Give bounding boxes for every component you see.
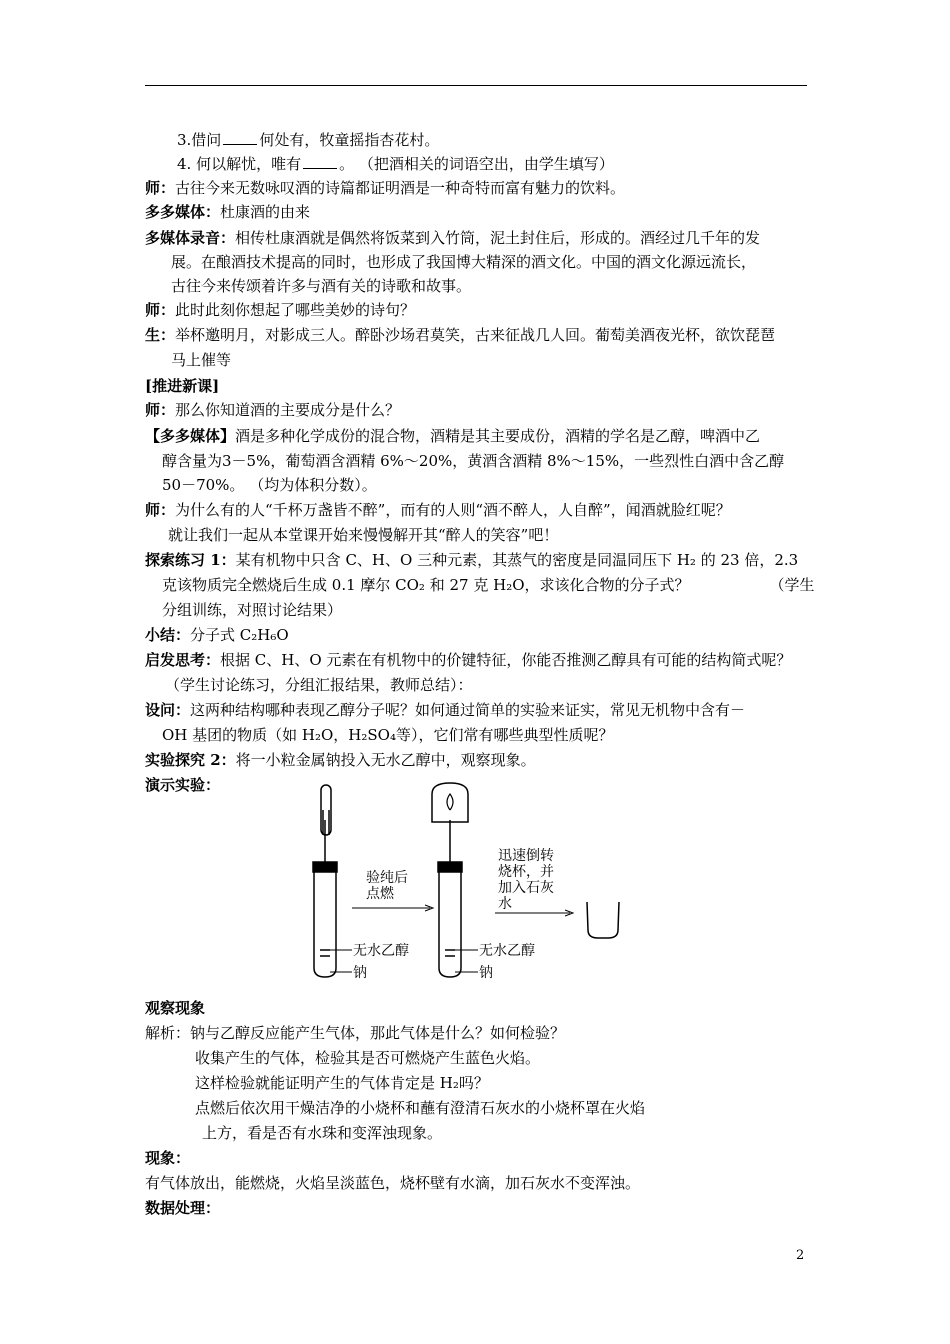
test-tube-left	[313, 785, 337, 977]
teacher-line: 师：那么你知道酒的主要成分是什么？	[145, 401, 401, 419]
experiment-diagram	[300, 780, 660, 980]
label-ethanol-middle: 无水乙醇	[479, 943, 535, 959]
step2-label-4: 水	[498, 896, 512, 912]
step2-label-3: 加入石灰	[498, 880, 554, 896]
media-line-3: 50－70%。 （均为体积分数）。	[162, 476, 377, 494]
fill-blank[interactable]	[303, 154, 337, 169]
audio-line-3: 古往今来传颂着许多与酒有关的诗歌和故事。	[171, 277, 472, 295]
analysis-line: 收集产生的气体，检验其是否可燃烧产生蓝色火焰。	[195, 1049, 541, 1067]
exercise-line-2: 克该物质完全燃烧后生成 0.1 摩尔 CO₂ 和 27 克 H₂O，求该化合物的分子式？ （学生	[162, 576, 815, 594]
label-sodium-middle: 钠	[479, 965, 493, 980]
beaker	[587, 902, 619, 938]
exercise-line: 探索练习 1：某有机物中只含 C、H、O 三种元素，其蒸气的密度是同温同压下 H₂ 的 23 倍，2.3	[145, 551, 799, 569]
experiment-line: 实验探究 2：将一小粒金属钠投入无水乙醇中，观察现象。	[145, 751, 536, 769]
question-line-2: OH 基团的物质（如 H₂O，H₂SO₄等），它们常有哪些典型性质呢？	[162, 726, 614, 744]
analysis-line: 解析：钠与乙醇反应能产生气体，那此气体是什么？如何检验？	[145, 1024, 566, 1042]
student-line-2: 马上催等	[171, 351, 232, 369]
label-ethanol-left: 无水乙醇	[353, 943, 409, 959]
step1-label-2: 点燃	[366, 886, 394, 902]
teacher-line: 师：为什么有的人“千杯万盏皆不醉”，而有的人则“酒不醉人，人自醉”，闻酒就脸红呢？	[145, 501, 731, 519]
question-line: 设问：这两种结构哪种表现乙醇分子呢？如何通过简单的实验来证实，常见无机物中含有－	[145, 701, 746, 719]
exercise-line-3: 分组训练，对照讨论结果）	[162, 601, 343, 619]
teacher-line: 师：古往今来无数咏叹酒的诗篇都证明酒是一种奇特而富有魅力的饮料。	[145, 179, 626, 197]
step2-label-2: 烧杯，并	[498, 864, 554, 880]
poem-4: 4. 何以解忧，唯有 。 （把酒相关的词语空出，由学生填写）	[177, 155, 614, 173]
label-sodium-left: 钠	[353, 965, 367, 980]
poem-3: 3.借问 何处有，牧童摇指杏花村。	[177, 131, 440, 149]
phenomenon-text: 有气体放出，能燃烧，火焰呈淡蓝色，烧杯壁有水滴，加石灰水不变浑浊。	[145, 1174, 641, 1192]
thinking-line: 启发思考：根据 C、H、O 元素在有机物中的价键特征，你能否推测乙醇具有可能的结构简式呢？	[145, 651, 792, 669]
thinking-line-2: （学生讨论练习，分组汇报结果，教师总结）：	[165, 676, 473, 694]
summary-line: 小结：分子式 C₂H₆O	[145, 626, 289, 644]
media-line-2: 醇含量为3－5%，葡萄酒含酒精 6%～20%，黄酒含酒精 8%～15%，一些烈性白酒中含乙醇	[162, 452, 785, 470]
step2-label-1: 迅速倒转	[498, 848, 554, 864]
teacher-line: 师：此时此刻你想起了哪些美妙的诗句？	[145, 301, 416, 319]
media-line: 多多媒体：杜康酒的由来	[145, 203, 311, 221]
teacher-line-2: 就让我们一起从本堂课开始来慢慢解开其“醉人的笑容”吧！	[168, 526, 559, 544]
test-tube-middle	[432, 783, 468, 977]
step1-label-1: 验纯后	[366, 870, 408, 886]
fill-blank[interactable]	[223, 130, 257, 145]
page-number: 2	[796, 1248, 805, 1263]
data-heading: 数据处理：	[145, 1199, 221, 1217]
media-line: 【多多媒体】酒是多种化学成份的混合物，酒精是其主要成份，酒精的学名是乙醇，啤酒中乙	[145, 427, 761, 445]
audio-line: 多媒体录音：相传杜康酒就是偶然将饭菜到入竹筒，泥土封住后，形成的。酒经过几千年的发	[145, 229, 761, 247]
arrow-1	[352, 905, 433, 911]
audio-line-2: 展。在酿酒技术提高的同时，也形成了我国博大精深的酒文化。中国的酒文化源远流长，	[171, 253, 757, 271]
header-rule	[145, 85, 807, 86]
analysis-line: 上方，看是否有水珠和变浑浊现象。	[202, 1124, 443, 1142]
observe-heading: 观察现象	[145, 999, 206, 1017]
analysis-line: 点燃后依次用干燥洁净的小烧杯和蘸有澄清石灰水的小烧杯罩在火焰	[195, 1099, 646, 1117]
demo-heading: 演示实验：	[145, 776, 221, 794]
section-heading: [推进新课]	[145, 377, 220, 395]
analysis-line: 这样检验就能证明产生的气体肯定是 H₂吗？	[195, 1074, 489, 1092]
student-line: 生：举杯邀明月，对影成三人。醉卧沙场君莫笑，古来征战几人回。葡萄美酒夜光杯，欲饮琵琶	[145, 326, 776, 344]
phenomenon-heading: 现象：	[145, 1149, 191, 1167]
